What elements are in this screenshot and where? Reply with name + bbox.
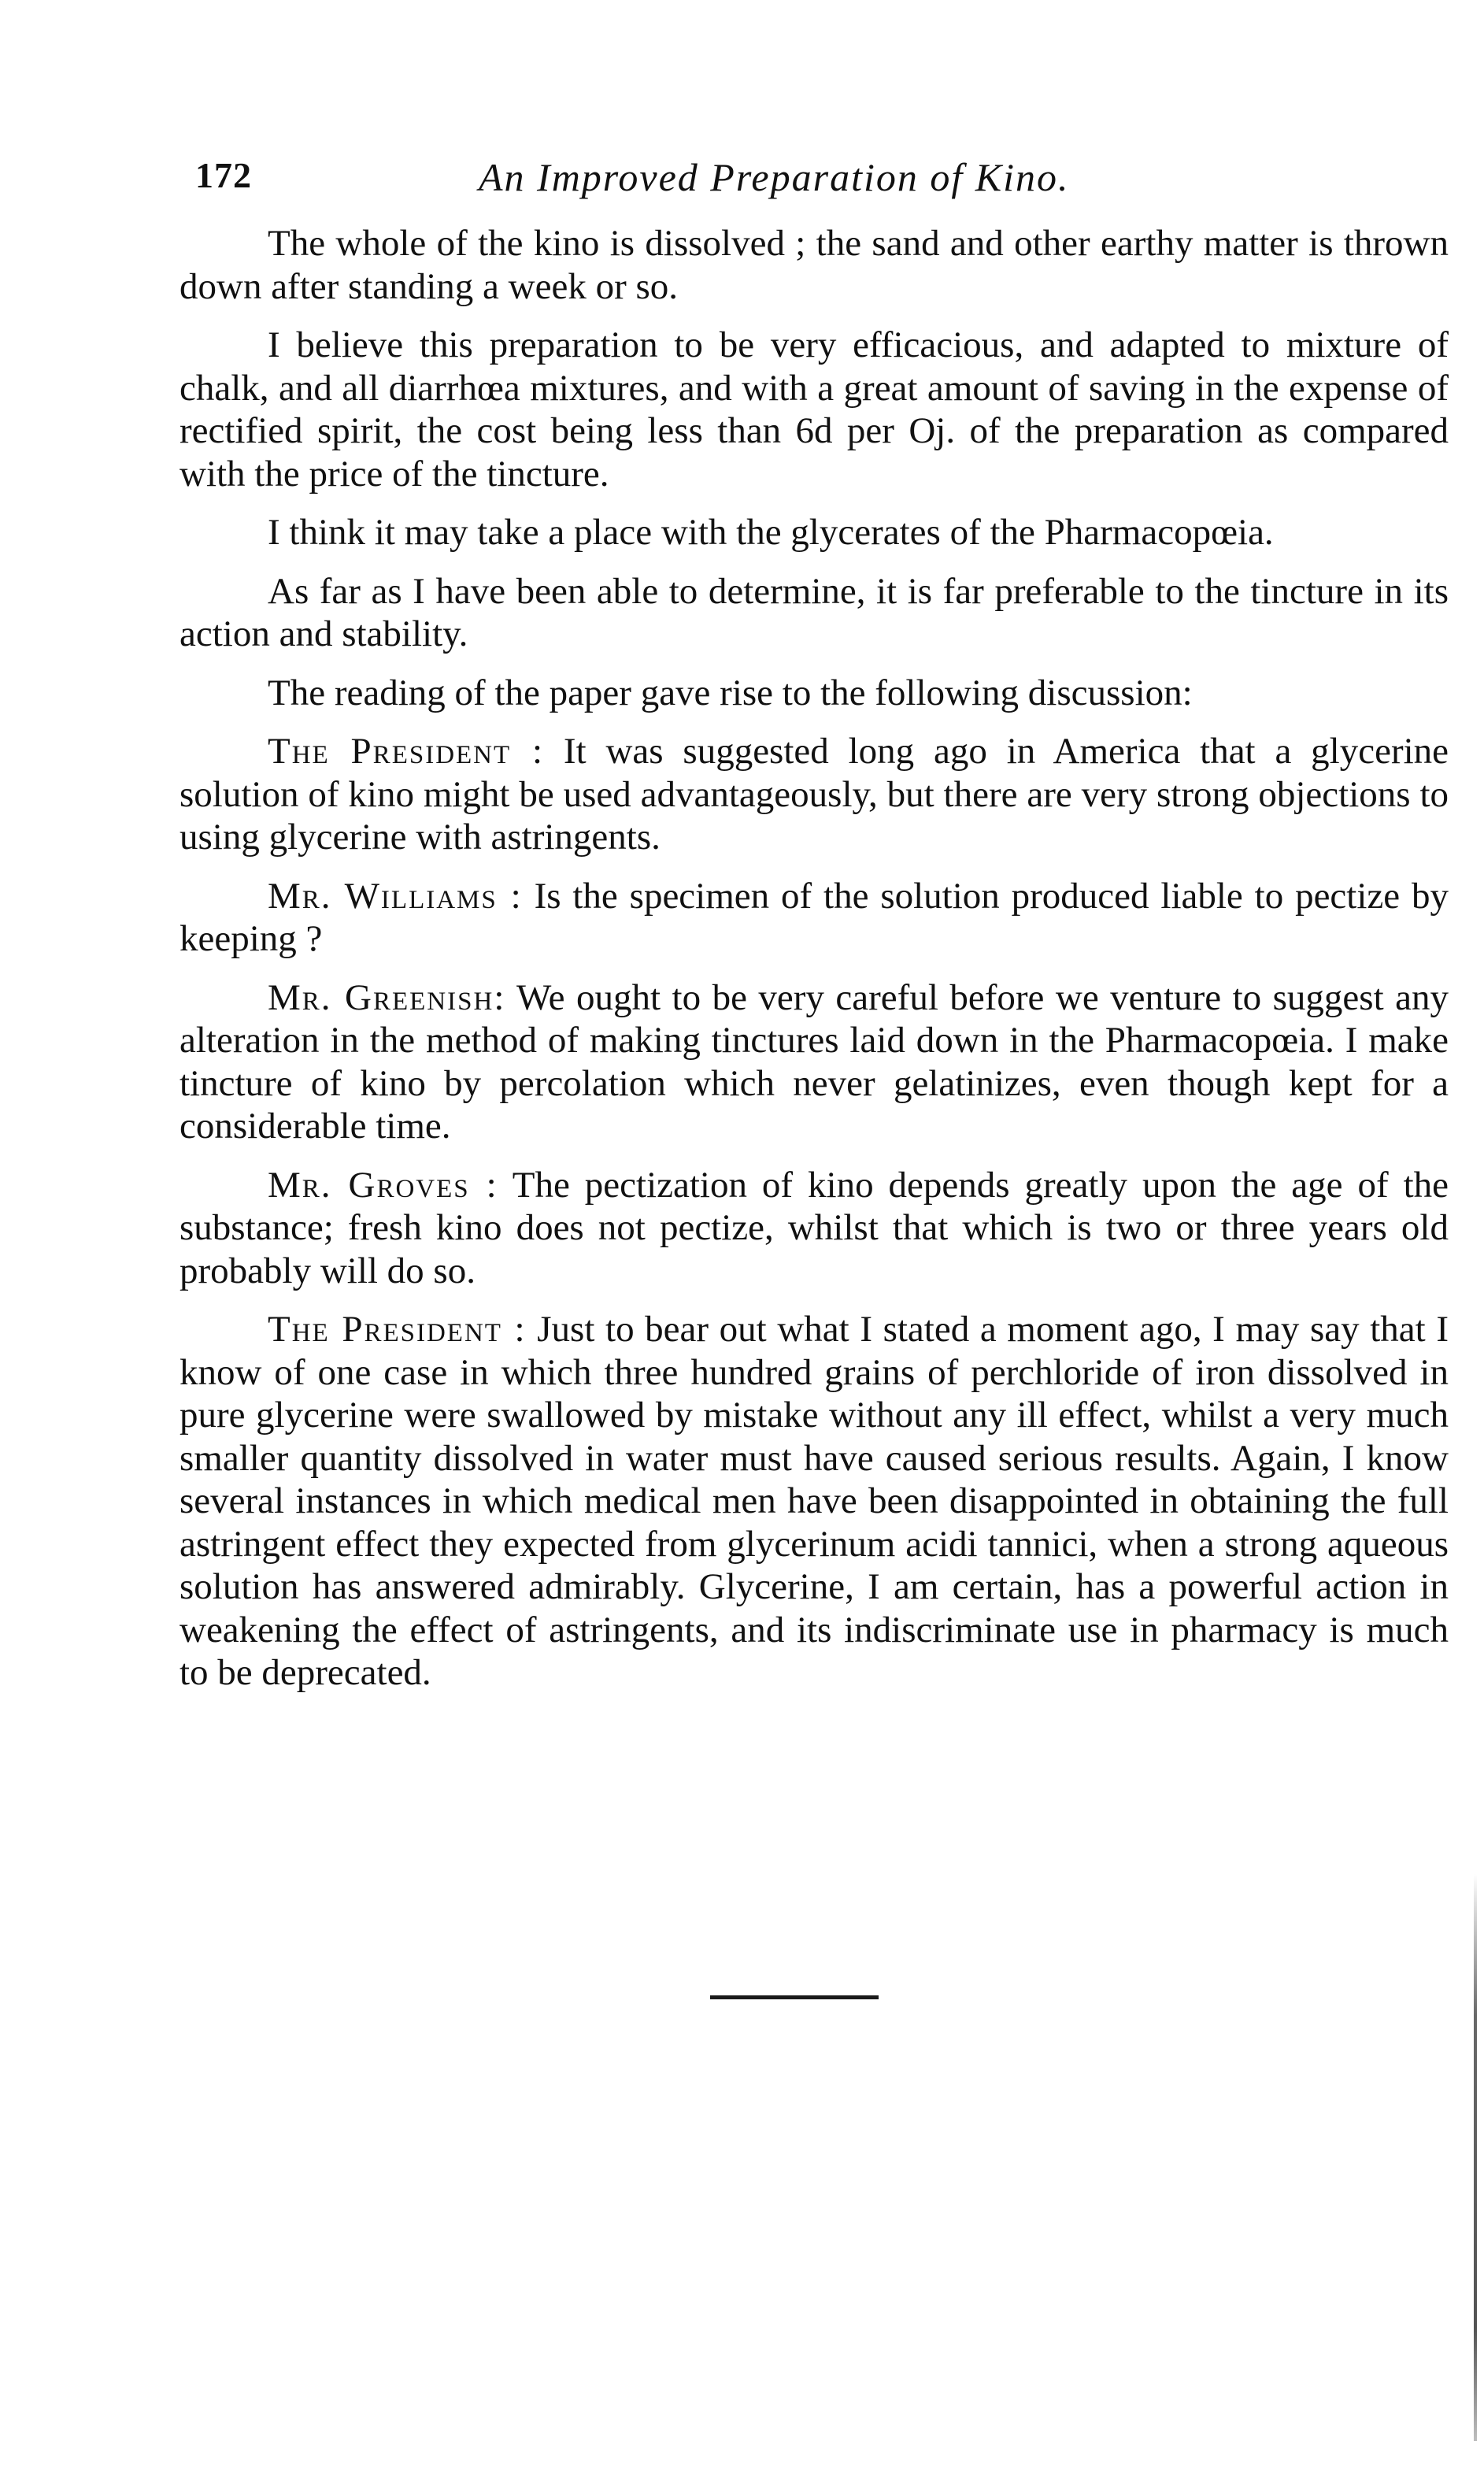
paragraph [179, 222, 1449, 308]
paragraph [179, 672, 1449, 715]
paragraph-text: I believe this preparation to be very efficacious, and adapted to mixture of chalk, and all diarrhœa mixtures, and with a great amount of saving in the expense of rectified spirit, the cost being less than 6d per Oj. of the preparation as compared with the price of the tincture. [179, 324, 1449, 495]
paragraph-text: As far as I have been able to determine, it is far preferable to the tincture in its action and stability. [179, 570, 1449, 654]
page-header [195, 154, 1203, 209]
speaker-name: Mr. Williams : [268, 875, 523, 917]
paragraph-text: Is the specimen of the solution produced liable to pectize by keeping ? [179, 875, 1449, 959]
discussion-paragraph [179, 1308, 1449, 1695]
paragraph-text: The whole of the kino is dissolved ; the sand and other earthy matter is thrown down after standing a week or so. [179, 223, 1449, 307]
paragraph-text: We ought to be very careful before we venture to suggest any alteration in the method of making tinctures laid down in the Pharmacopœia. I make tincture of kino by percolation which never gelatinizes, even though kept for a considerable time. [179, 976, 1449, 1147]
paragraph-text: Just to bear out what I stated a moment ago, I may say that I know of one case in which three hundred grains of perchloride of iron dissolved in pure glycerine were swallowed by mistake without any ill effect, whilst a very much smaller quantity dissolved in water must have caused serious results. Again, I know several instances in which medical men have been disappointed in obtaining the full astringent effect they expected from glycerinum acidi tannici, when a strong aqueous solution has answered admirably. Glycerine, I am certain, has a powerful action in weakening the effect of astringents, and its indiscriminate use in pharmacy is much to be deprecated. [179, 1309, 1449, 1693]
discussion-paragraph [179, 976, 1449, 1148]
body-text [179, 222, 1449, 1710]
paragraph-text: I think it may take a place with the glycerates of the Pharmacopœia. [268, 512, 1274, 553]
speaker-name: The President : [268, 1309, 527, 1350]
paragraph [179, 570, 1449, 656]
paragraph [179, 324, 1449, 495]
discussion-paragraph [179, 875, 1449, 961]
discussion-paragraph [179, 730, 1449, 859]
running-title: An Improved Preparation of Kino. [479, 155, 1070, 199]
paragraph-text: It was suggested long ago in America that a glycerine solution of kino might be used advantageously, but there are very strong objections to using glycerine with astringents. [179, 731, 1449, 858]
speaker-name: Mr. Groves : [268, 1164, 498, 1206]
page-number: 172 [195, 155, 252, 195]
discussion-paragraph [179, 1164, 1449, 1293]
page-edge-shadow [1474, 1874, 1477, 2441]
paragraph-text: The reading of the paper gave rise to the following discussion: [268, 672, 1193, 713]
speaker-name: Mr. Greenish: [268, 976, 506, 1018]
section-end-rule [710, 1995, 879, 1999]
paragraph [179, 511, 1449, 554]
paragraph-text: The pectization of kino depends greatly upon the age of the substance; fresh kino does not pectize, whilst that which is two or three years old probably will do so. [179, 1164, 1449, 1291]
speaker-name: The President : [268, 731, 545, 772]
